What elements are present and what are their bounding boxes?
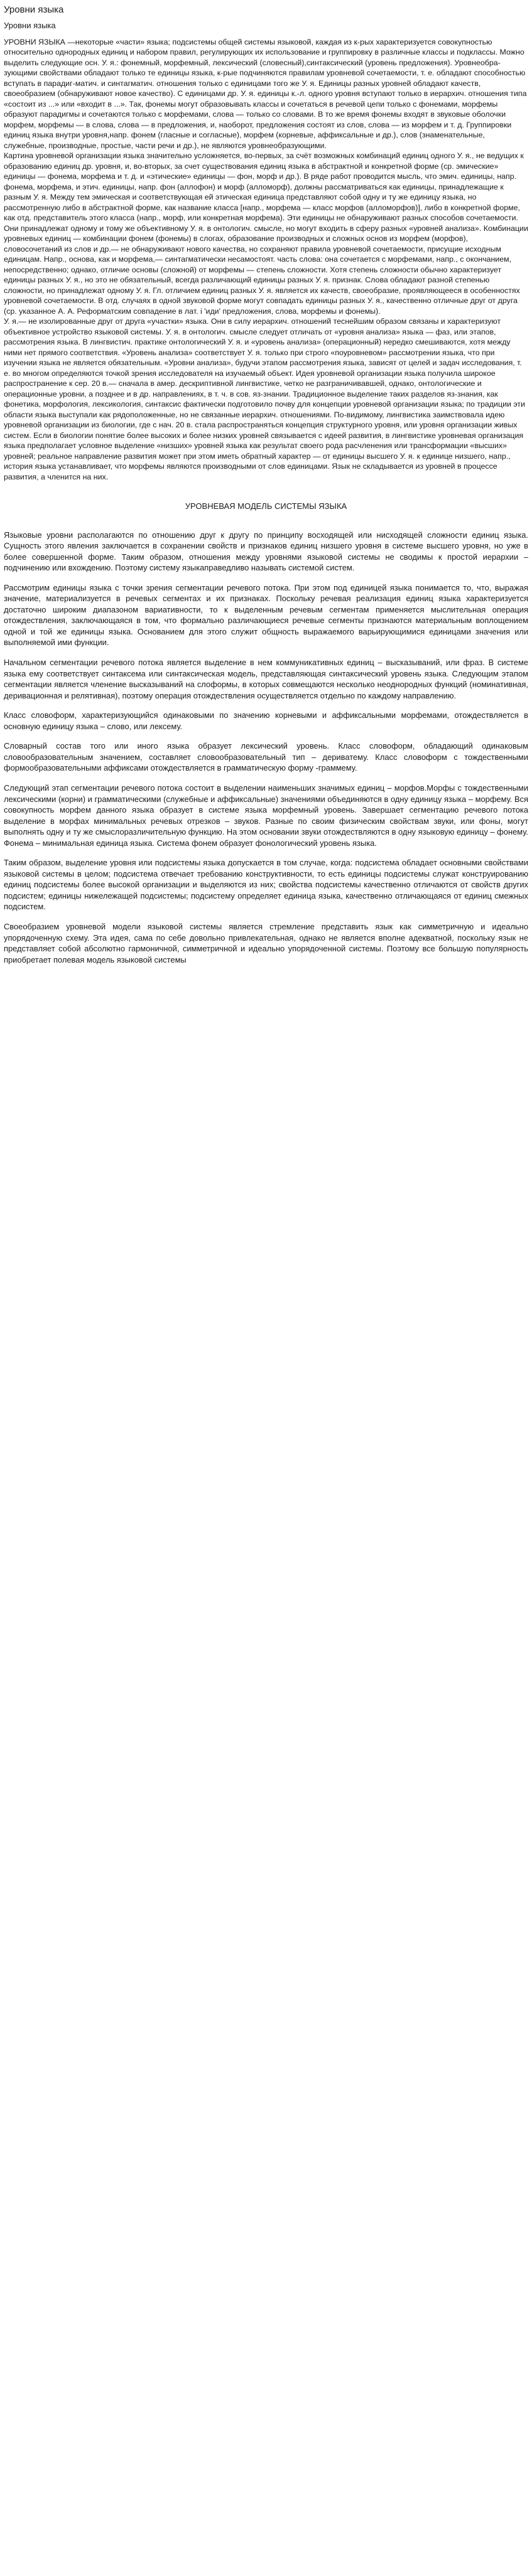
page [0,0,532,978]
paragraph: У. я.— не изолированные друг от друга «участки» языка. Они в силу иерархич. отношений теснейшим образом связаны и характеризуют объективное устройство языковой системы. У. я. в онтологич. смысле следует отличать от «уровня анализа» языка — фаз, или этапов, рассмотрения языка. В лингвистич. практике онтологический У. я. и «уровень анализа» (операционный) нередко смешиваются, хотя между ними нет прямого соответствия. «Уровень анализа» соответствует У. я. только при строго «поуровневом» рассмотрении языка, что при изучении языка не является обязательным. «Уровни анализа», будучи этапом рассмотрения языка, зависят от целей и задач исследования, т. е. во многом определяются точкой зрения исследователя на изучаемый объект. Идея уровневой организации языка получила широкое распространение к сер. 20 в.— сначала в амер. дескриптивной лингвистике, четко не разграничивавшей, однако, онтологические и операционные уровни, а позднее и в др. направлениях, в т. ч. в сов. яз-знании. Традиционное выделение таких разделов яз-знания, как фонетика, морфология, лексикология, синтаксис фактически подготовило почву для концепции уровневой организации языка; по традиции эти области языка выступали как рядоположенные, но не связанные иерархич. отношениями. По-видимому, лингвистика заимствовала идею уровневой организации из биологии, где с нач. 20 в. стала распространяться концепция структурного уровня, или уровня организации живых систем. Если в биологии понятие более высоких и более низких уровней связывается с идеей развития, в лингвистике уровневая организация языка предполагает условное выделение «низших» уровней языка как результат своего рода расчленения или трансформации «высших» уровней; реальное направление развития может при этом иметь обратный характер — от единицы высшего У. я. к единице низшего, напр., история языка устанавливает, что морфемы являются производными от слов единицами. Язык не складывается из уровней в процессе развития, а членится на них. [4,317,525,481]
paragraph: Картина уровневой организации языка значительно усложняется, во-первых, за счёт возможных комбинаций единиц одного У. я., не ведущих к образованию единиц др. уровня, и, во-вторых, за счет существования единиц языка в абстрактной и конкретной форме (ср. эмические» единицы — фонема, морфема и т. д. и «этические» единицы — фон, морф и др.). В ряде работ проводится мысль, что эмич. единицы, напр. фонема, морфема, и этич. единицы, напр. фон (аллофон) и морф (алломорф), должны рассматриваться как единицы, принадлежащие к разным У. я. Между тем эмическая и соответствующая ей этическая единица представляют собой одну и ту же единицу языка, но рассмотренную либо в абстрактной форме, как название класса [напр., морфема — класс морфов (алломорфов)], либо в конкретной форме, как отд. представитель этого класса (напр., морф, или конкретная морфема). Эти единицы не обнаруживают разных способов сочетаемости. Они принадлежат одному и тому же объективному У. я. в онтологич. смысле, но могут входить в сферу разных «уровней анализа». Комбинации уровневых единиц — комбинации фонем (фонемы) в слогах, образование производных и сложных основ из морфем (морфов), словосочетаний из слов и др.— не обнаруживают нового качества, но сохраняют правила уровневой сочетаемости, присущие исходным единицам. Напр., основа, как и морфема,— синтагматически несамостоят. часть слова: она сочетается с морфемами, напр., с окончанием, непосредственно; однако, отличие основы (сложной) от морфемы — степень сложности. Хотя степень сложности обычно характеризует единицы разных У. я., но это не обязательный, всегда различающий единицы разных У. я. признак. Слова обладают разной степенью сложности, но принадлежат одному У. я. Гл. отличием единиц разных У. я. является их качеств, своеобразие, проявляющееся в особенностях уровневой сочетаемости. В отд. случаях в одной звуковой форме могут совпадать единицы разных У. я., качественно отличные друг от друга (ср. указанное А. А. Реформатским совпадение в лат. i 'иди' предложения, слова, морфемы и фонемы). [4,151,528,316]
section-heading: УРОВНЕВАЯ МОДЕЛЬ СИСТЕМЫ ЯЗЫКА [185,501,347,511]
page-title: Уровни языка [4,4,64,15]
paragraph: Языковые уровни располагаются по отношению друг к другу по принципу восходящей или нисходящей сложности единиц языка. Сущность этого явления заключается в сохранении свойств и признаков единиц низшего уровня в системе высшего уровня, но уже в более совершенной форме. Таким образом, отношения между уровнями языковой системы не сводимы к простой иерархии – подчинению или вхождению. Поэтому систему языкаправедливо называть системой систем. [4,530,528,573]
paragraph: Следующий этап сегментации речевого потока состоит в выделении наименьших значимых единиц – морфов.Морфы с тождественными лексическими (корни) и грамматическими (служебные и аффиксальные) значениями объединяются в одну единицу языка – морфему. Вся совокупность морфем данного языка образует в системе языка морфемный уровень. Завершает сегментацию речевого потока выделение в морфах минимальных речевых отрезков – звуков. Разные по своим физическим свойствам звуки, или фоны, могут выполнять одну и ту же смыслоразличительную функцию. На этом основании звуки отождествляются в одну языковую единицу – фонему. Фонема – минимальная единица языка. Система фонем образует фонологический уровень языка. [4,783,528,848]
article-section-model [4,530,528,966]
paragraph: Словарный состав того или иного языка образует лексический уровень. Класс словоформ, обладающий одинаковым словообразовательным значением, составляет словообразовательный тип – дериватему. Класс словоформ с тождественными формообразовательными аффиксами отождествляется в грамматическую форму -граммему. [4,741,528,773]
paragraph: УРОВНИ ЯЗЫКА —некоторые «части» языка; подсистемы общей системы языковой, каждая из к-рых характеризуется совокупностью относительно однородных единиц и набором правил, регулирующих их использование и группировку в различные классы и подклассы. Можно выделить следующие осн. У. я.: фонемный, морфемный, лексический (словесный),синтаксический (уровень предложения). Уровнеобра-зующими свойствами обладают только те единицы языка, к-рые подчиняются правилам уровневой сочетаемости, т. е. обладают способностью вступать в парадиг-матич. и синтагматич. отношения только с единицами того же У. я. Единицы разных уровней обладают качеств, своеобразием (обнаруживают новое качество). С единицами др. У. я. единицы к.-л. одного уровня вступают только в иерархич. отношения типа «состоит из ...» или «входит в ...». Так, фонемы могут образовывать классы и сочетаться в речевой цепи только с фонемами, морфемы образуют парадигмы и сочетаются только с морфемами, слова — только со словами. В то же время фонемы входят в звуковые оболочки морфем, морфемы — в слова, слова — в предложения, и, наоборот, предложения состоят из слов, слова — из морфем и т. д. Группировки единиц языка внутри уровня,напр. фонем (гласные и согласные), морфем (корневые, аффиксальные и др.), слов (знаменательные, служебные, производные, простые, части речи и др.), не являются уровнеобразующими. [4,37,527,150]
paragraph: Своеобразием уровневой модели языковой системы является стремление представить язык как симметричную и идеально упорядоченную схему. Эта идея, сама по себе довольно привлекательная, однако не является вполне адекватной, поскольку язык не представляет собой абсолютно гармоничной, симметричной и идеально упорядоченной системы. Поэтому все большую популярность приобретает полевая модель языковой системы [4,921,528,965]
page-subtitle: Уровни языка [4,20,56,30]
paragraph: Начальном сегментации речевого потока является выделение в нем коммуникативных единиц – высказываний, или фраз. В системе языка ему соответствует синтаксема или синтаксическая модель, представляющая синтаксический уровень языка. Следующим этапом сегментации является членение высказываний на слоформы, в которых совмещаются несколько неоднородных функций (номинативная, деривационная и релятивная), поэтому операция отождествления осуществляется отдельно по каждому направлению. [4,658,528,700]
article-section-levels [4,37,528,483]
paragraph: Таким образом, выделение уровня или подсистемы языка допускается в том случае, когда: подсистема обладает основными свойствами языковой системы в целом; подсистема отвечает требованию конструктивности, то есть единицы подсистемы служат конструированию единиц подсистемы более высокой организации и выделяются из них; свойства подсистемы качественно отличаются от свойств других подсистем; единицы нижележащей подсистемы; подсистему определяет единица языка, качественно отличающаяся от единиц смежных подсистем. [4,858,528,912]
paragraph: Рассмотрим единицы языка с точки зрения сегментации речевого потока. При этом под единицей языка понимается то, что, выражая значение, материализуется в речевых сегментах и их признаках. Поскольку речевая реализация единиц языка характеризуется достаточно широким диапазоном вариативности, то к выделенным речевым сегментам применяется мыслительная операция отождествления, заключающаяся в том, что формально различающиеся речевые сегменты признаются материальным воплощением одной и той же единицы языка. Основанием для этого служит общность выражаемого варьирующимися единицами значения или выполняемой ими функции. [4,582,528,648]
paragraph: Класс словоформ, характеризующийся одинаковыми по значению корневыми и аффиксальными морфемами, отождествляется в основную единицу языка – слово, или лексему. [4,710,528,731]
